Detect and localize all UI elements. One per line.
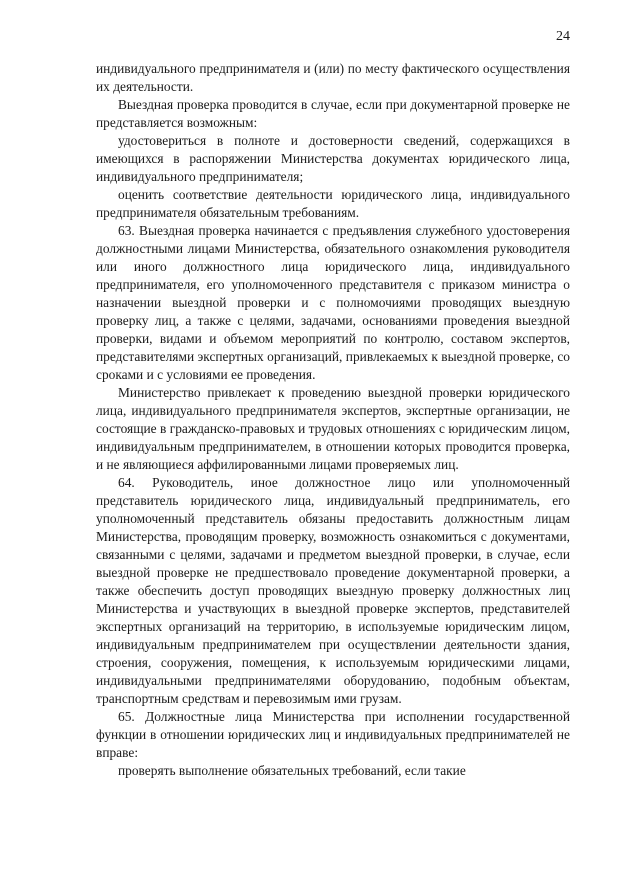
page-number: 24	[556, 29, 570, 44]
paragraph-clause-65: 65. Должностные лица Министерства при исполнении государственной функции в отношении юридических лиц и индивидуальных предпринимателей не вправе:	[96, 709, 570, 760]
paragraph-assess-compliance: оценить соответствие деятельности юридического лица, индивидуального предпринимателя обязательным требованиям.	[96, 187, 570, 220]
paragraph-continuation: индивидуального предпринимателя и (или) по месту фактического осуществления их деятельности.	[96, 61, 570, 94]
paragraph-verify-completeness: удостовериться в полноте и достоверности сведений, содержащихся в имеющихся в распоряжении Министерства документах юридического лица, индивидуального предпринимателя;	[96, 133, 570, 184]
paragraph-experts-involvement: Министерство привлекает к проведению выездной проверки юридического лица, индивидуального предпринимателя экспертов, экспертные организации, не состоящие в гражданско-правовых и трудовых отношениях с юридическим лицом, индивидуальным предпринимателем, в отношении которых проводится проверка, и не являющиеся аффилированными лицами проверяемых лиц.	[96, 385, 570, 472]
document-body	[96, 60, 570, 780]
paragraph-check-requirements: проверять выполнение обязательных требований, если такие	[118, 763, 466, 778]
paragraph-onsite-inspection-conditions: Выездная проверка проводится в случае, если при документарной проверке не представляется возможным:	[96, 97, 570, 130]
paragraph-clause-63: 63. Выездная проверка начинается с предъявления служебного удостоверения должностными лицами Министерства, обязательного ознакомления руководителя или иного должностного лица юридического лица, индивидуального предпринимателя, его уполномоченного представителя с приказом министра о назначении выездной проверки и с полномочиями проводящих выездную проверку лиц, а также с целями, задачами, основаниями проведения выездной проверки, видами и объемом мероприятий по контролю, составом экспертов, представителями экспертных организаций, привлекаемых к выездной проверке, со сроками и с условиями ее проведения.	[96, 223, 570, 382]
paragraph-clause-64: 64. Руководитель, иное должностное лицо или уполномоченный представитель юридического лица, индивидуальный предприниматель, его уполномоченный представитель обязаны предоставить должностным лицам Министерства, проводящим проверку, возможность ознакомиться с документами, связанными с целями, задачами и предметом выездной проверки, в случае, если выездной проверке не предшествовало проведение документарной проверки, а также обеспечить доступ проводящих выездную проверку должностных лиц Министерства и участвующих в выездной проверке экспертов, представителей экспертных организаций на территорию, в используемые юридическим лицом, индивидуальным предпринимателем при осуществлении деятельности здания, строения, сооружения, помещения, к используемым юридическими лицами, индивидуальными предпринимателями оборудованию, подобным объектам, транспортным средствам и перевозимым ими грузам.	[96, 475, 570, 706]
